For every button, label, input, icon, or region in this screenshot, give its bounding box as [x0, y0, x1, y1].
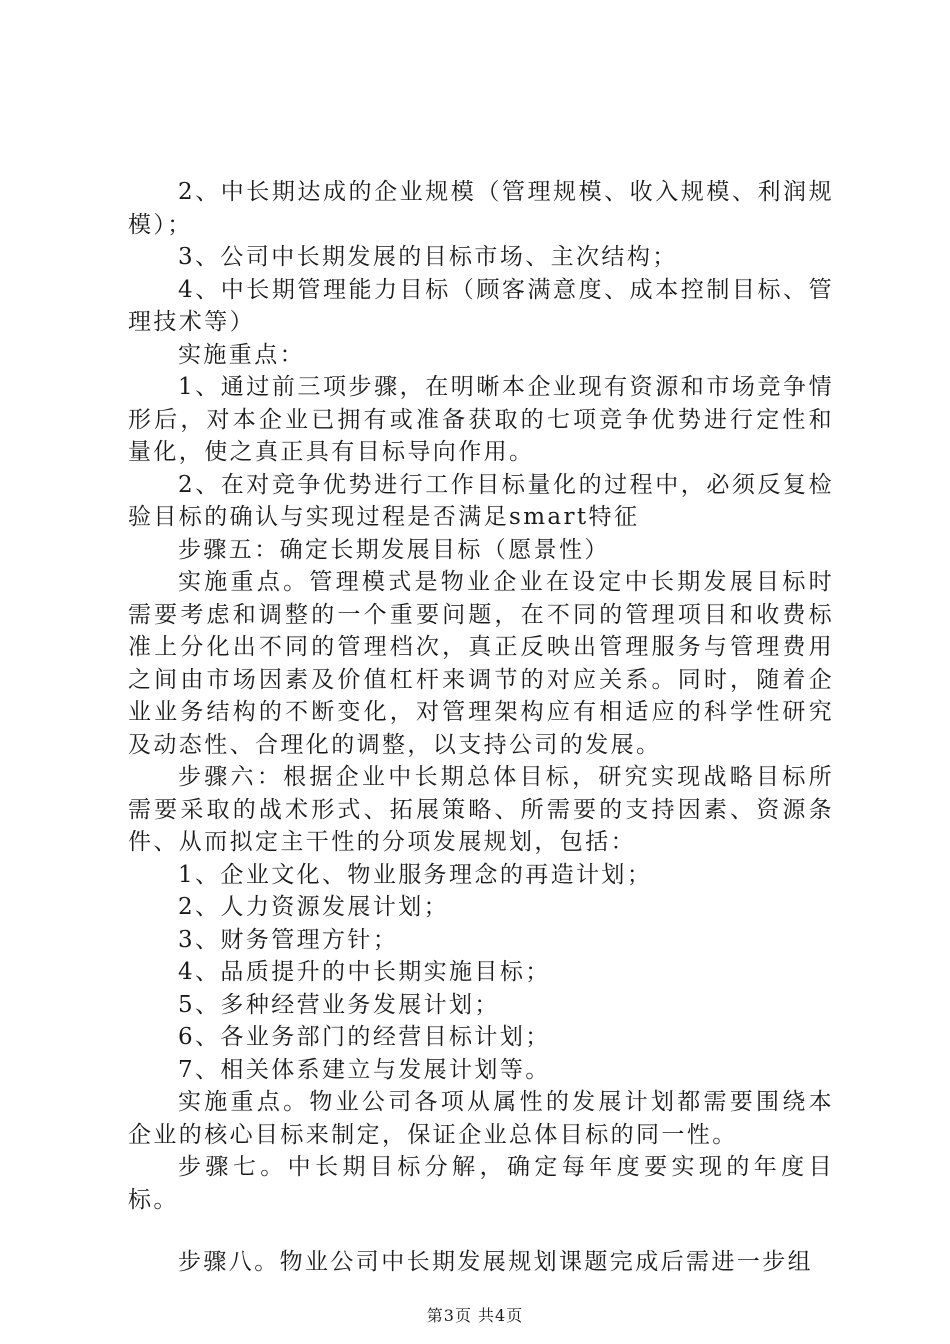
paragraph-step-eight: 步骤八。物业公司中长期发展规划课题完成后需进一步组 — [178, 1249, 813, 1275]
list-item-finance: 3、财务管理方针； — [178, 926, 399, 953]
paragraph-step-six: 步骤六：根据企业中长期总体目标，研究实现战略目标所需要采取的战术形式、拓展策略、所需要的支持因素、资源条件、从而拟定主干性的分项发展规划，包括： — [128, 764, 834, 855]
paragraph-target-market: 3、公司中长期发展的目标市场、主次结构； — [178, 244, 678, 270]
list-item-diversified-business: 5、多种经营业务发展计划； — [178, 991, 500, 1018]
paragraph-management-mode: 实施重点。管理模式是物业企业在设定中长期发展目标时需要考虑和调整的一个重要问题，在不同的管理项目和收费标准上分化出不同的管理档次，真正反映出管理服务与管理费用之间由市场因素及价值杠杆来调节的对应关系。同时，随着企业业务结构的不断变化，对管理架构应有相适应的科学性研究及动态性、合理化的调整，以支持公司的发展。 — [128, 569, 834, 758]
page-footer: 第3页 共4页 — [426, 1306, 524, 1325]
document-body — [128, 176, 834, 1279]
paragraph-management-capability: 4、中长期管理能力目标（顾客满意度、成本控制目标、管理技术等） — [128, 276, 834, 335]
paragraph-scale-target: 2、中长期达成的企业规模（管理规模、收入规模、利润规模）； — [128, 179, 834, 238]
list-item-hr: 2、人力资源发展计划； — [178, 894, 450, 920]
paragraph-step-five: 步骤五：确定长期发展目标（愿景性） — [178, 536, 610, 563]
list-item-system-building: 7、相关体系建立与发展计划等。 — [178, 1056, 551, 1083]
list-item-department-targets: 6、各业务部门的经营目标计划； — [178, 1024, 551, 1050]
list-item-quality: 4、品质提升的中长期实施目标； — [178, 959, 551, 985]
paragraph-smart-check: 2、在对竞争优势进行工作目标量化的过程中，必须反复检验目标的确认与实现过程是否满足smart特征 — [128, 471, 834, 530]
paragraph-competitive-advantage: 1、通过前三项步骤，在明晰本企业现有资源和市场竞争情形后，对本企业已拥有或准备获取的七项竞争优势进行定性和量化，使之真正具有目标导向作用。 — [128, 374, 834, 465]
paragraph-implementation-heading: 实施重点： — [178, 341, 305, 368]
list-item-culture: 1、企业文化、物业服务理念的再造计划； — [178, 861, 653, 888]
paragraph-core-target: 实施重点。物业公司各项从属性的发展计划都需要围绕本企业的核心目标来制定，保证企业总体目标的同一性。 — [128, 1089, 834, 1148]
paragraph-step-seven: 步骤七。中长期目标分解，确定每年度要实现的年度目标。 — [128, 1154, 834, 1213]
